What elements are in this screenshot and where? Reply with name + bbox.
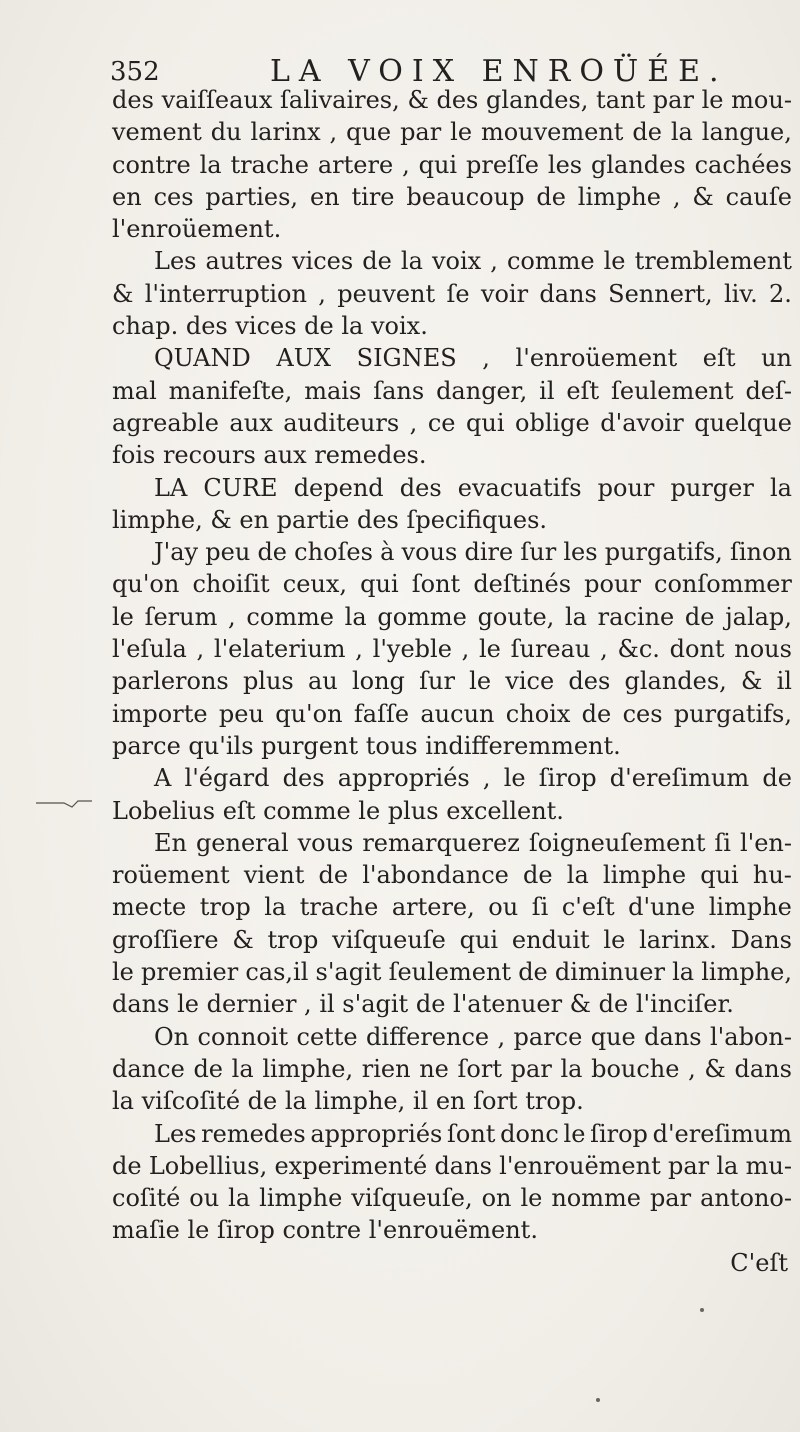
text-line: dance de la limphe, rien ne ſort par la bouche , & dans [112, 1054, 792, 1083]
body-text [112, 84, 792, 1279]
text-line: des vaiſſeaux ſalivaires, & des glandes, tant par le mou- [112, 86, 792, 114]
text-line: A l'égard des appropriés , le ſirop d'ereſimum de [154, 764, 792, 793]
text-line: C'eſt [730, 1248, 788, 1277]
text-line: mecte trop la trache artere, ou ſi c'eſt d'une limphe [112, 893, 792, 922]
ink-speck [700, 1308, 704, 1312]
page-number: 352 [110, 57, 160, 87]
running-title: LA VOIX ENROÜÉE. [270, 54, 728, 89]
margin-pen-mark [34, 793, 94, 813]
text-line: parce qu'ils purgent tous indifferemment. [112, 731, 621, 760]
text-line: de Lobellius, experimenté dans l'enrouëment par la mu- [112, 1151, 792, 1180]
text-line: Lobelius eſt comme le plus excellent. [112, 796, 564, 825]
text-line: l'eſula , l'elaterium , l'yeble , le ſureau , &c. dont nous [112, 635, 792, 664]
ink-speck [596, 1398, 600, 1402]
text-line: QUAND AUX SIGNES , l'enroüement eſt un [154, 344, 792, 373]
text-line: parlerons plus au long ſur le vice des glandes, & il [112, 667, 792, 696]
text-line: l'enroüement. [112, 215, 282, 244]
text-line: limphe, & en partie des ſpecifiques. [112, 505, 548, 534]
text-line: coſité ou la limphe viſqueuſe, on le nomme par antono- [112, 1184, 792, 1213]
text-line: vement du larinx , que par le mouvement de la langue, [112, 118, 792, 147]
text-line: contre la trache artere , qui preſſe les glandes cachées [112, 150, 792, 179]
text-line: en ces parties, en tire beaucoup de limphe , & cauſe [112, 182, 792, 211]
text-line: groſſiere & trop viſqueuſe qui enduit le larinx. Dans [112, 925, 792, 954]
text-line: roüement vient de l'abondance de la limphe qui hu- [112, 861, 792, 890]
text-line: & l'interruption , peuvent ſe voir dans Sennert, liv. 2. [112, 279, 792, 308]
text-line: le ſerum , comme la gomme goute, la racine de jalap, [112, 602, 792, 631]
text-line: Les remedes appropriés ſont donc le ſirop d'ereſimum [154, 1119, 792, 1148]
text-line: agreable aux auditeurs , ce qui oblige d'avoir quelque [112, 408, 792, 437]
text-line: LA CURE depend des evacuatifs pour purger la [154, 473, 792, 502]
text-line: dans le dernier , il s'agit de l'atenuer & de l'inciſer. [112, 990, 734, 1019]
text-line: la viſcoſité de la limphe, il en ſort trop. [112, 1087, 584, 1116]
text-line: On connoit cette difference , parce que dans l'abon- [154, 1022, 792, 1051]
text-line: maſie le ſirop contre l'enrouëment. [112, 1216, 538, 1245]
text-line: En general vous remarquerez ſoigneuſement ſi l'en- [154, 828, 792, 857]
text-line: J'ay peu de choſes à vous dire ſur les purgatifs, ſinon [154, 538, 792, 567]
text-line: fois recours aux remedes. [112, 441, 427, 470]
text-line: le premier cas,il s'agit ſeulement de diminuer la limphe, [112, 958, 792, 987]
text-line: Les autres vices de la voix , comme le tremblement [154, 247, 792, 276]
text-line: mal manifeſte, mais ſans danger, il eſt ſeulement deſ- [112, 376, 792, 405]
text-line: qu'on choiſit ceux, qui ſont deſtinés pour conſommer [112, 570, 792, 599]
text-line: importe peu qu'on faſſe aucun choix de ces purgatifs, [112, 699, 792, 728]
text-line: chap. des vices de la voix. [112, 312, 428, 341]
